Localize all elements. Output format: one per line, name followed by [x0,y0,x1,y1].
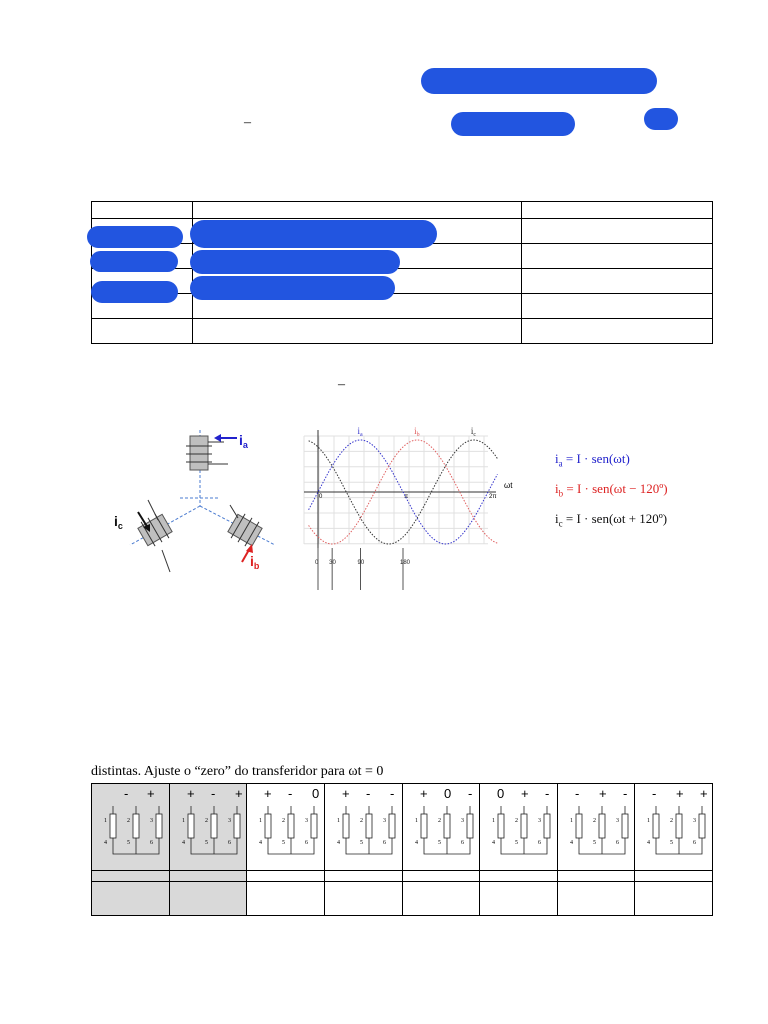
terminal-number: 2 [515,818,519,824]
terminal-resistor [188,814,194,838]
series-label-ic: $i_c$ [470,426,477,438]
sign-label: + [419,786,428,801]
terminal-resistor [366,814,372,838]
terminal-number: 3 [538,818,542,824]
label-ia-sub: a [242,440,248,450]
terminal-number: 3 [615,818,619,824]
terminal-resistor [389,814,395,838]
table-cell [557,882,635,916]
terminal-number: 1 [181,818,185,824]
terminal-number: 3 [150,818,153,824]
terminal-number: 5 [359,840,363,846]
sign-label: + [700,786,708,801]
terminal-number: 6 [693,840,697,846]
marker-label: 180 [400,560,411,566]
terminal-resistor [699,814,705,838]
terminal-number: 6 [150,840,153,846]
sign-label: - [389,786,395,801]
terminal-diagram [480,784,556,870]
redaction-1 [421,68,657,94]
terminal-number: 5 [515,840,519,846]
terminal-number: 1 [259,818,263,824]
terminal-resistor [288,814,294,838]
terminal-diagram [247,784,323,870]
svg-text:ic [114,513,123,531]
table-cell [480,882,558,916]
sign-label: + [598,786,607,801]
terminal-number: 6 [305,840,309,846]
terminal-number: 4 [414,840,418,846]
terminal-diagram [170,784,246,870]
sign-label: + [521,786,529,801]
terminal-resistor [599,814,605,838]
equation-c: $i_c = I \cdot sen(\omega t$ + 120º) [555,511,668,529]
terminal-resistor [521,814,527,838]
label-ic-sub: c [117,521,123,531]
table-cell [92,882,170,916]
terminal-diagram [403,784,479,870]
table-cell [92,871,170,882]
terminal-number: 4 [647,840,651,846]
dash-mid: – [338,377,345,392]
terminal-number: 4 [181,840,185,846]
sign-label: - [652,786,657,801]
sign-label: - [210,786,215,801]
table-cell [557,871,635,882]
table-cell [635,882,713,916]
terminal-diagram [92,784,168,870]
terminal-number: 1 [414,818,418,824]
terminal-number: 4 [492,840,496,846]
terminal-resistor [653,814,659,838]
terminal-resistor [234,814,240,838]
table-cell [169,882,247,916]
table-cell [169,871,247,882]
terminal-number: 6 [227,840,231,846]
waveform-chart [300,422,520,592]
terminal-number: 6 [538,840,542,846]
terminal-number: 1 [104,818,107,824]
redaction-9 [190,276,395,300]
terminal-resistor [467,814,473,838]
terminal-resistor [265,814,271,838]
table-cell [402,871,480,882]
terminal-number: 5 [592,840,596,846]
sign-label: - [288,786,293,801]
terminal-resistor [211,814,217,838]
terminal-number: 1 [492,818,496,824]
terminal-number: 2 [204,818,208,824]
connection-cell [635,784,713,871]
terminal-resistor [622,814,628,838]
terminal-resistor [576,814,582,838]
terminal-diagram [635,784,711,870]
terminal-number: 4 [336,840,340,846]
terminal-number: 1 [569,818,573,824]
sign-label: - [467,786,472,801]
terminal-number: 6 [615,840,619,846]
terminal-number: 3 [460,818,464,824]
terminal-resistor [311,814,317,838]
svg-text:ia [239,432,249,450]
redaction-6 [90,251,178,272]
redaction-2 [451,112,575,136]
terminal-number: 3 [382,818,386,824]
terminal-number: 2 [282,818,286,824]
table-cell [480,871,558,882]
terminal-number: 2 [127,818,130,824]
series-label-ia: $i_a$ [357,426,363,438]
sign-label: - [365,786,371,801]
equation-b: $i_b = I \cdot sen(\omega t$ − 120º) [555,481,668,499]
table-cell [324,882,402,916]
sign-label: 0 [312,786,320,801]
table-cell [635,871,713,882]
sign-label: 0 [443,786,451,801]
terminal-resistor [133,814,139,838]
connection-cell [480,784,558,871]
connection-cell [169,784,247,871]
terminal-number: 5 [282,840,286,846]
table2-caption: distintas. Ajuste o “zero” do transferidor para ωt = 0 [91,764,384,779]
terminal-number: 4 [259,840,263,846]
table-cell [324,871,402,882]
x-tick-label: π [404,494,409,500]
terminal-number: 5 [670,840,674,846]
terminal-number: 3 [305,818,309,824]
x-axis-label: ωt [504,481,513,490]
x-tick-label: 2π [489,494,497,500]
terminal-diagram [325,784,401,870]
terminal-resistor [343,814,349,838]
label-ic: i [114,513,118,529]
terminal-number: 6 [382,840,386,846]
sign-label: + [147,786,155,801]
connection-table [91,783,713,916]
redaction-8 [91,281,178,303]
terminal-number: 3 [693,818,697,824]
terminal-number: 2 [670,818,674,824]
sign-label: + [264,786,272,801]
redaction-5 [190,220,437,248]
redaction-4 [87,226,183,248]
terminal-number: 1 [336,818,340,824]
svg-text:ib [250,553,260,571]
table-cell [402,882,480,916]
sign-label: + [341,786,350,801]
terminal-number: 1 [647,818,651,824]
terminal-number: 4 [104,840,107,846]
terminal-resistor [156,814,162,838]
marker-label: 90 [357,560,365,566]
marker-label: 30 [329,560,336,566]
coil-diagram [110,420,300,590]
connection-cell [92,784,170,871]
connection-cell [324,784,402,871]
sign-label: 0 [497,786,505,801]
terminal-number: 4 [569,840,573,846]
terminal-number: 2 [437,818,441,824]
terminal-number: 5 [204,840,208,846]
sign-label: - [124,786,129,801]
table-cell [247,882,325,916]
series-label-ib: $i_b$ [414,426,420,438]
connection-cell [557,784,635,871]
sign-label: - [574,786,580,801]
terminal-number: 5 [127,840,130,846]
label-ib: i [250,553,254,569]
dash-top: – [244,115,251,130]
terminal-resistor [498,814,504,838]
terminal-diagram [558,784,634,870]
table-cell [247,871,325,882]
connection-cell [247,784,325,871]
sign-label: - [545,786,550,801]
connection-cell [402,784,480,871]
terminal-number: 2 [592,818,596,824]
terminal-resistor [444,814,450,838]
terminal-resistor [676,814,682,838]
terminal-number: 3 [227,818,231,824]
terminal-resistor [421,814,427,838]
terminal-number: 2 [359,818,363,824]
terminal-resistor [110,814,116,838]
sign-label: - [622,786,628,801]
terminal-resistor [544,814,550,838]
sign-label: + [676,786,684,801]
marker-label: 0 [315,560,319,566]
redaction-3 [644,108,678,130]
equation-a: $i_a = I \cdot sen(\omega t)$ [555,451,630,469]
sign-label: + [234,786,243,801]
terminal-number: 6 [460,840,464,846]
x-tick-label: 0 [319,494,323,500]
sign-label: + [186,786,195,801]
redaction-7 [190,250,400,274]
label-ia: i [239,432,243,448]
label-ib-sub: b [253,561,260,571]
terminal-number: 5 [437,840,441,846]
